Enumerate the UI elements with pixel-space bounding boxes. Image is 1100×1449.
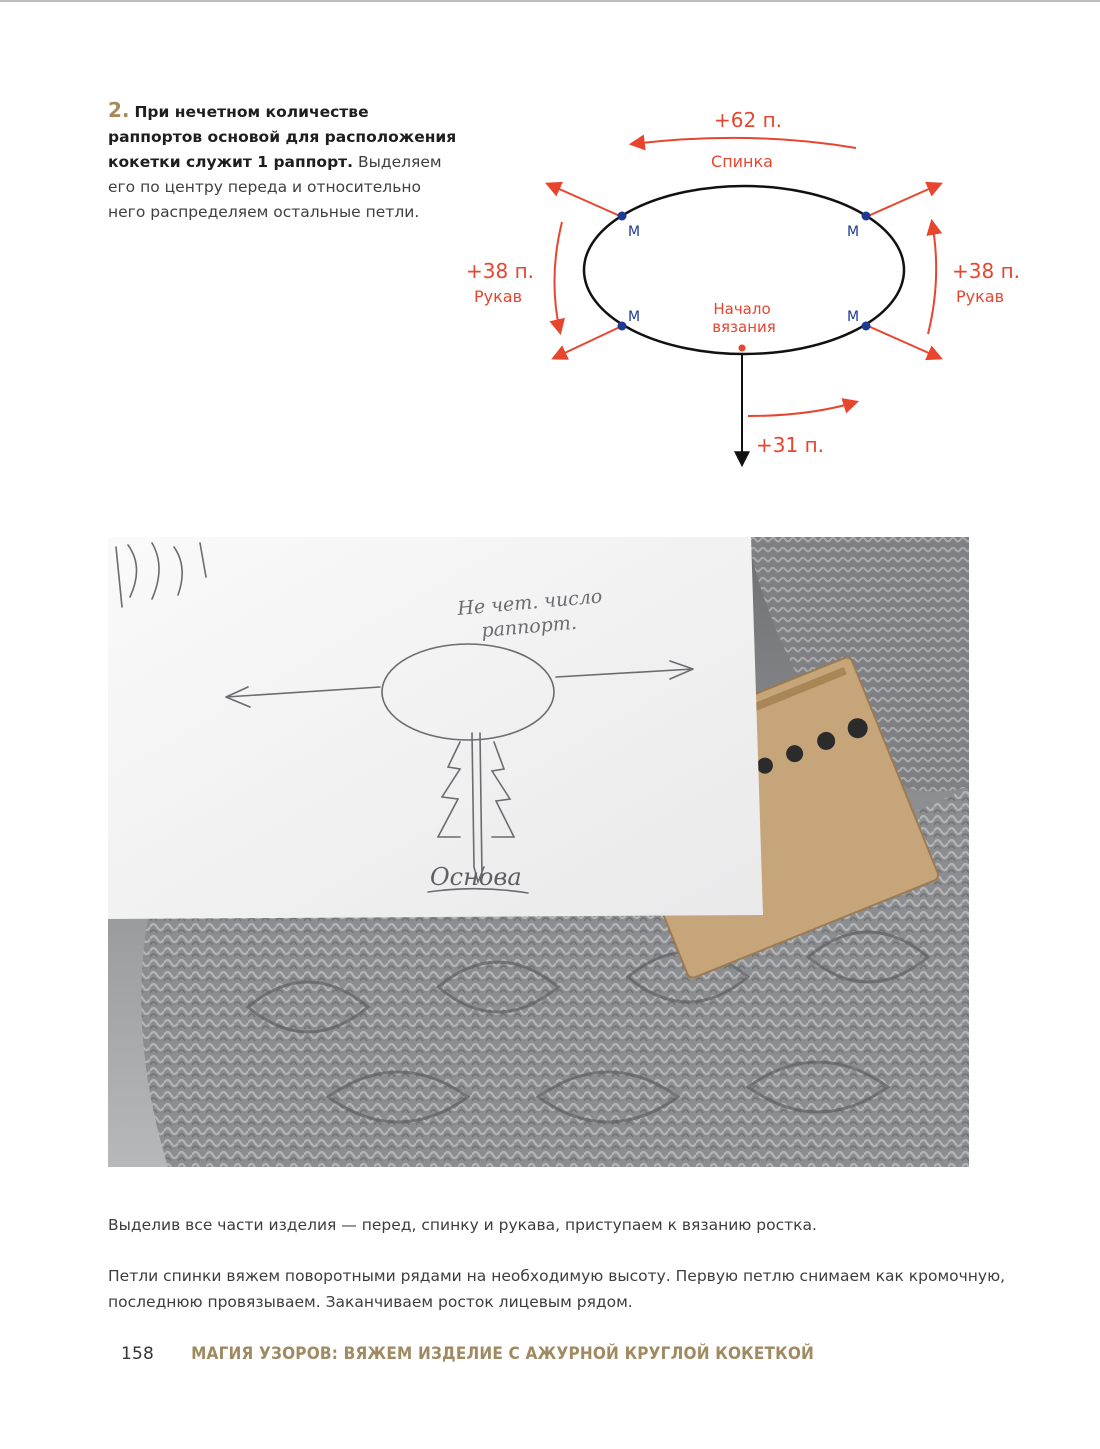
marker-label-top-right: М [846,224,860,240]
back-count: +62 п. [714,108,782,132]
top-rule [0,0,1100,2]
start-dot [739,345,746,352]
marker-dot-top-right [862,212,871,221]
right-sleeve-arrow [928,222,936,334]
front-arrow [748,402,856,416]
knitting-photo [108,537,969,1167]
start-label-line1: Начало [713,300,771,318]
left-count: +38 п. [466,259,534,283]
marker-label-top-left: М [627,224,641,240]
step-number: 2. [108,98,130,122]
page-number: 158 [121,1344,155,1364]
raglan-arrow-top-right [868,184,940,216]
step-2-text [108,98,458,225]
sketch-paper [108,537,763,919]
marker-dot-bottom-left [618,322,627,331]
step-bold-text: При нечетном количестве раппортов основой для расположения кокетки служит 1 раппорт. [108,103,457,171]
raglan-arrow-bottom-left [554,326,622,358]
start-label-line2: вязания [712,318,776,336]
marker-label-bottom-left: М [627,309,641,325]
sketch-note-line2: раппорт. [480,611,578,642]
chapter-title: МАГИЯ УЗОРОВ: ВЯЖЕМ ИЗДЕЛИЕ С АЖУРНОЙ КРУГЛОЙ КОКЕТКОЙ [191,1344,815,1364]
step-normal-text: Выделяем его по центру переда и относительно него распределяем остальные петли. [108,153,442,221]
back-arrow [632,138,856,148]
yoke-diagram [450,100,1050,480]
front-count: +31 п. [756,433,824,457]
sketch-note-line1: Не чет. число [456,585,604,620]
paragraph-1: Выделив все части изделия — перед, спинку и рукава, приступаем к вязанию ростка. [108,1216,817,1234]
paragraph-2: Петли спинки вяжем поворотными рядами на необходимую высоту. Первую петлю снимаем как кромочную, последнюю провязываем. Заканчиваем росток лицевым рядом. [108,1267,1006,1311]
left-sleeve-arrow [554,222,562,332]
raglan-arrow-top-left [548,184,620,216]
marker-dot-top-left [618,212,627,221]
marker-dot-bottom-right [862,322,871,331]
sketch-base-label: Основа [430,863,522,891]
left-label: Рукав [473,287,523,306]
back-label: Спинка [711,152,773,171]
right-count: +38 п. [952,259,1020,283]
marker-label-bottom-right: М [846,309,860,325]
page-footer [121,1344,814,1364]
right-label: Рукав [955,287,1005,306]
